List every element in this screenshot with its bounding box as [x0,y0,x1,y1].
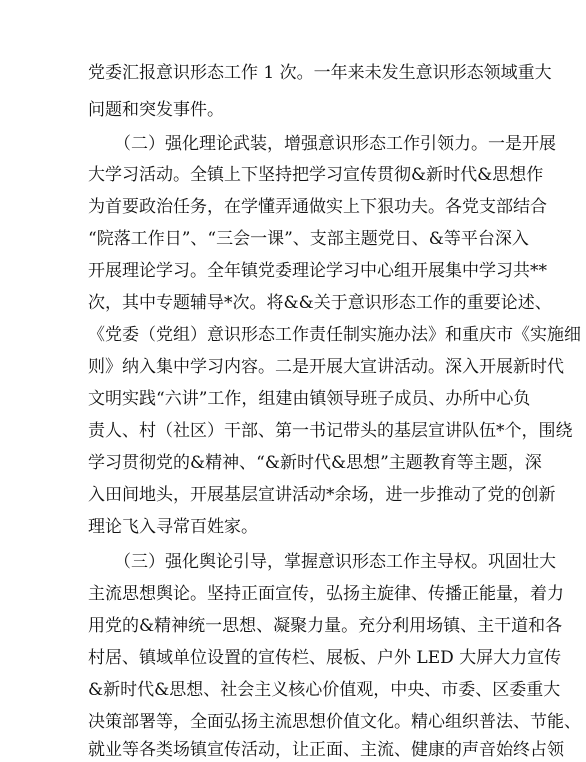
text-line: “院落工作日”、“三会一课”、支部主题党日、&等平台深入 [88,229,529,249]
text-line: 则》纳入集中学习内容。二是开展大宣讲活动。深入开展新时代 [88,357,564,377]
text-line: 学习贯彻党的&精神、“&新时代&思想”主题教育等主题，深 [88,453,542,473]
text-line: 入田间地头，开展基层宣讲活动*余场，进一步推动了党的创新 [88,485,556,505]
text-line: &新时代&思想、社会主义核心价值观，中央、市委、区委重大 [88,680,561,700]
text-line: 开展理论学习。全年镇党委理论学习中心组开展集中学习共** [88,261,547,281]
text-line: 理论飞入寻常百姓家。 [88,517,258,537]
text-line: 问题和突发事件。 [88,100,224,120]
text-line: 用党的&精神统一思想、凝聚力量。充分利用场镇、主干道和各 [88,616,563,636]
text-line: 为首要政治任务，在学懂弄通做实上下狠功夫。各党支部结合 [88,197,547,217]
section-heading-line: （三）强化舆论引导，掌握意识形态工作主导权。巩固壮大 [114,552,556,572]
text-line: 村居、镇域单位设置的宣传栏、展板、户外 LED 大屏大力宣传 [88,648,562,668]
text-line: 次，其中专题辅导*次。将&&关于意识形态工作的重要论述、 [88,293,552,313]
text-line: 文明实践“六讲”工作，组建由镇领导班子成员、办所中心负 [88,389,531,409]
text-line: 主流思想舆论。坚持正面宣传，弘扬主旋律、传播正能量，着力 [88,584,564,604]
text-line: 决策部署等，全面弘扬主流思想价值文化。精心组织普法、节能、 [88,712,581,732]
text-line: 《党委（党组）意识形态工作责任制实施办法》和重庆市《实施细 [88,325,581,345]
text-line: 党委汇报意识形态工作 1 次。一年来未发生意识形态领域重大 [88,63,552,83]
text-line: 大学习活动。全镇上下坚持把学习宣传贯彻&新时代&思想作 [88,165,544,185]
text-line: 就业等各类场镇宣传活动，让正面、主流、健康的声音始终占领 [88,740,564,760]
section-heading-line: （二）强化理论武装，增强意识形态工作引领力。一是开展 [114,134,556,154]
text-line: 责人、村（社区）干部、第一书记带头的基层宣讲队伍*个，围绕 [88,421,573,441]
